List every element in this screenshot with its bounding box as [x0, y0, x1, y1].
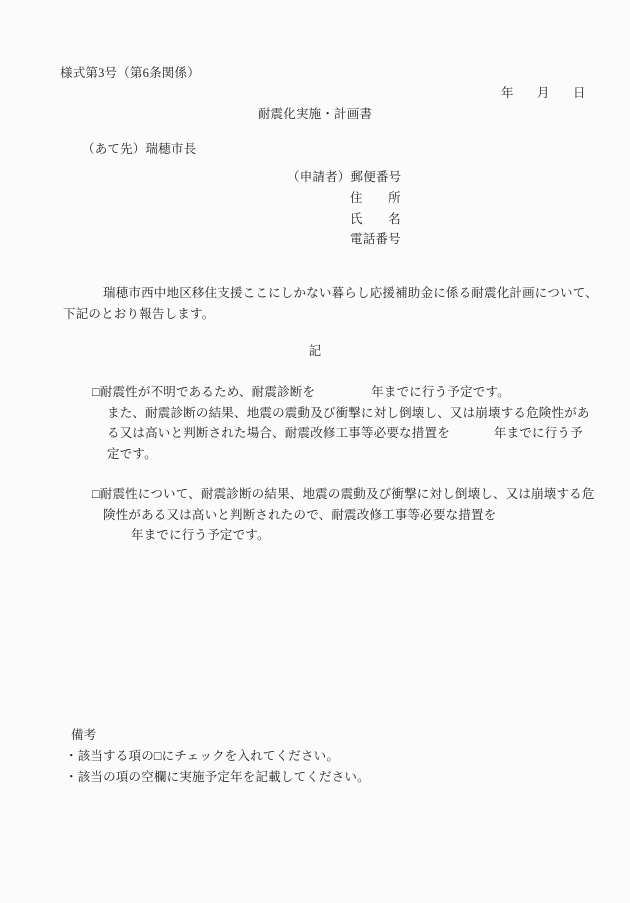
item1-line3-text-after: 年までに行う予 — [493, 426, 583, 440]
applicant-row-postal — [287, 170, 401, 184]
form-number: 様式第3号（第6条関係） — [60, 66, 200, 80]
item1-line-1 — [92, 385, 510, 399]
item2-line-1 — [92, 487, 595, 501]
retrofit-year-blank-field-1[interactable] — [450, 426, 494, 437]
item2-line1-text: 耐震性について、耐震診断の結果、地震の震動及び衝撃に対し倒壊し、又は崩壊する危 — [99, 487, 595, 501]
remarks-heading: 備考 — [71, 728, 97, 742]
remarks-note-2: ・該当の項の空欄に実施予定年を記載してください。 — [65, 770, 370, 784]
item2-line3-text: 年までに行う予定です。 — [131, 528, 270, 542]
item1-line-4: 定です。 — [107, 447, 157, 461]
record-marker: 記 — [308, 344, 322, 358]
diagnosis-year-blank-field[interactable] — [315, 385, 371, 396]
item2-checkbox[interactable]: □ — [92, 487, 100, 501]
item2-line-3 — [103, 528, 270, 542]
name-label: 氏 名 — [350, 212, 401, 226]
retrofit-year-blank-field-2[interactable] — [103, 528, 131, 539]
remarks-note-1: ・該当する項の□にチェックを入れてください。 — [65, 749, 340, 763]
applicant-label: （申請者） — [287, 170, 351, 184]
document-title: 耐震化実施・計画書 — [257, 107, 373, 121]
item1-line3-text: る又は高いと判断された場合、耐震改修工事等必要な措置を — [107, 426, 450, 440]
phone-label: 電話番号 — [350, 232, 401, 246]
item1-line-3 — [107, 426, 583, 440]
body-paragraph-line-2: 下記のとおり報告します。 — [63, 307, 215, 321]
item1-checkbox[interactable]: □ — [92, 385, 100, 399]
item2-line-2: 険性がある又は高いと判断されたので、耐震改修工事等必要な措置を — [103, 508, 497, 522]
addressee: （あて先）瑞穂市長 — [82, 142, 197, 156]
item1-line-2: また、耐震診断の結果、地震の震動及び衝撃に対し倒壊し、又は崩壊する危険性があ — [107, 406, 590, 420]
date-placeholder: 年 月 日 — [500, 86, 591, 100]
item1-line1-text: 耐震性が不明であるため、耐震診断を — [99, 385, 316, 399]
item1-line1-text-after: 年までに行う予定です。 — [371, 385, 510, 399]
address-label: 住 所 — [350, 191, 401, 205]
body-paragraph-line-1: 瑞穂市西中地区移住支援ここにしかない暮らし応援補助金に係る耐震化計画について、 — [103, 286, 598, 300]
postal-code-label: 郵便番号 — [350, 170, 402, 184]
